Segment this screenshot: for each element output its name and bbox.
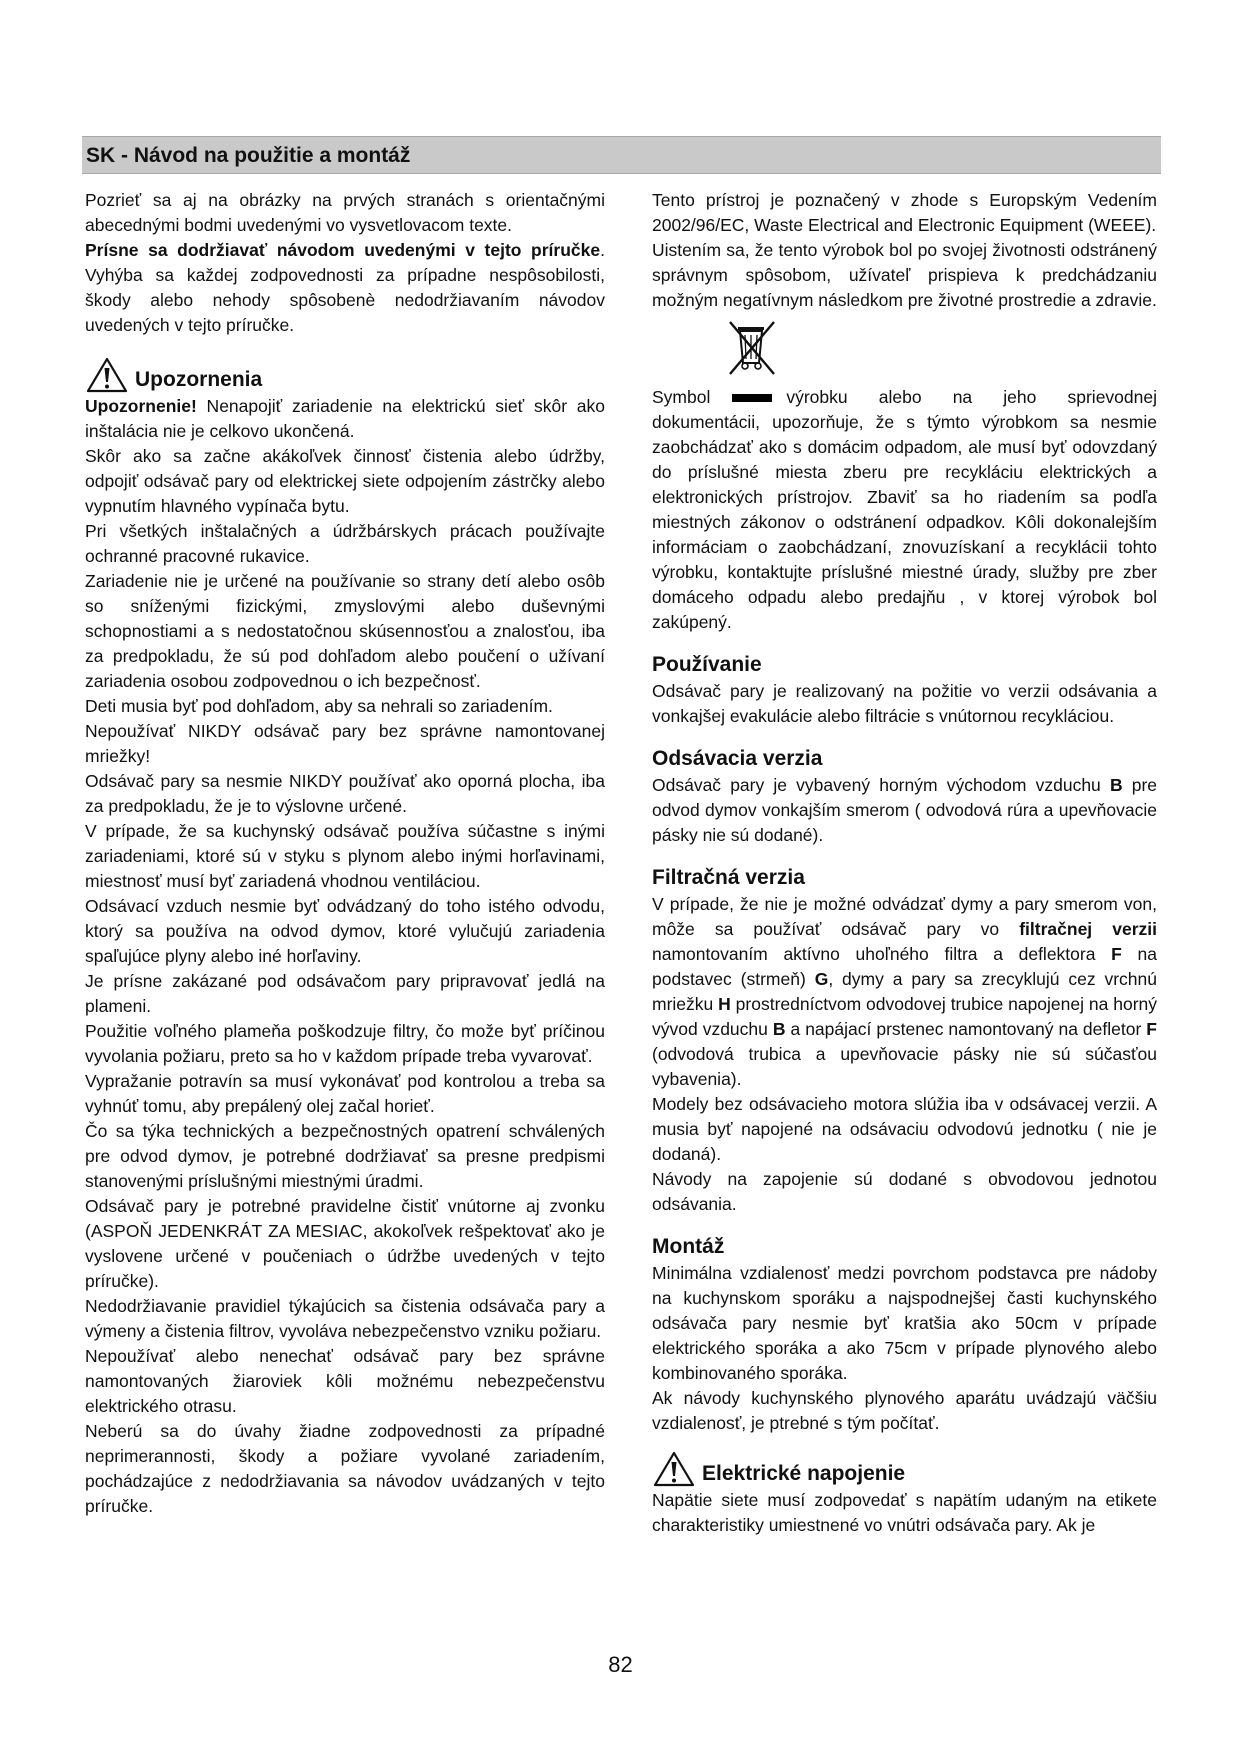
- mount-title: Montáž: [652, 1235, 725, 1258]
- use-paragraph: Odsávač pary je realizovaný na požitie vo verzii odsávania a vonkajšej evakulácie alebo filtrácie s vnútornou recykláciou.: [652, 681, 1157, 726]
- warning-paragraph: Použitie voľného plameňa poškodzuje filtry, čo može byť príčinou vyvolania požiaru, preto sa ho v každom prípade treba vyvarovať.: [85, 1021, 605, 1066]
- electrical-title: Elektrické napojenie: [702, 1462, 906, 1485]
- section-header-bar: [82, 136, 1161, 174]
- black-bar-symbol-icon: [732, 394, 772, 402]
- electrical-paragraph: Napätie siete musí zodpovedať s napätím udaným na etikete charakteristiky umiestnené vo vnútri odsávača pary. Ak je: [652, 1490, 1157, 1535]
- filter-paragraph: Modely bez odsávacieho motora slúžia iba v odsávacej verzii. A musia byť napojené na odsávaciu odvodovú jednotku ( nie je dodaná).: [652, 1094, 1157, 1164]
- filter-paragraph: V prípade, že nie je možné odvádzať dymy a pary smerom von, môže sa používať odsávač pary vo filtračnej verzii namontovaním aktívno uhoľného filtra a deflektora F na podstavec (strmeň) G, dymy a pary sa zrecyklujú cez vrchnú mriežku H prostredníctvom odvodovej trubice napojenej na horný vývod vzduchu B a napájací prstenec namontovaný na defletor F (odvodová trubica a upevňovacie pásky nie sú súčasťou vybavenia).: [652, 894, 1158, 1089]
- warning-paragraph: Zariadenie nie je určené na používanie so strany detí alebo osôb so sníženými fizickými, zmyslovými alebo duševnými schopnostiami a s nedostatočnou skúsennosťou a znalosťou, iba za predpokladu, že sú pod dohľadom alebo poučení o užívaní zariadenia osobou zodpovednou o ich bezpečnosť.: [85, 571, 605, 691]
- intro-paragraph: Pozrieť sa aj na obrázky na prvých stranách s orientačnými abecednými bodmi uvedenými vo vysvetlovacom texte. Prísne sa dodržiavať návodom uvedenými v tejto príručke. Vyhýba sa každej zodpovednosti za prípadne nespôsobilosti, škody alebo nehody spôsobenè nedodržiavaním návodov uvedených v tejto príručke.: [85, 190, 605, 335]
- symbol-paragraph: Symbol výrobku alebo na jeho sprievodnej dokumentácii, upozorňuje, že s týmto výrobkom sa nesmie zaobchádzať ako s domácim odpadom, ale musí byť odovzdaný do príslušné miesta zberu pre recykláciu elektrických a elektronických prístrojov. Zbaviť sa ho riadením sa podľa miestných zákonov o odstránení odpadkov. Kôli dokonalejším informáciam o zaobchádzaní, znovuzískaní a recyklácii tohto výrobku, kontaktujte príslušné miestné úrady, služby pre zber domáceho odpadu alebo predajňu , v ktorej výrobok bol zakúpený.: [652, 387, 1157, 632]
- crossed-out-wheelie-bin-icon: [724, 319, 780, 377]
- exhaust-title: Odsávacia verzia: [652, 747, 823, 770]
- warning-paragraph: Nepoužívať alebo nenechať odsávač pary bez správne namontovaných žiaroviek kôli možnému nebezpečenstvu elektrického otrasu.: [85, 1346, 605, 1416]
- left-column: [85, 188, 605, 1519]
- weee-paragraph: Tento prístroj je poznačený v zhode s Europským Vedením 2002/96/EC, Waste Electrical and Electronic Equipment (WEEE).: [652, 190, 1157, 235]
- warning-paragraph: Neberú sa do úvahy žiadne zodpovednosti za prípadné neprimerannosti, škody a požiare vyvolané zariadením, pochádzajúce z nedodržiavania sa návodov uvádzaných v tejto príručke.: [85, 1421, 605, 1516]
- warning-paragraph: Čo sa týka technických a bezpečnostných opatrení schválených pre odvod dymov, je potrebné dodržiavať sa presne predpismi stanovenými príslušnými miestnými úradmi.: [85, 1121, 605, 1191]
- mount-paragraph: Ak návody kuchynského plynového aparátu uvádzajú väčšiu vzdialenosť, je ptrebné s tým počítať.: [652, 1388, 1157, 1433]
- filter-title: Filtračná verzia: [652, 866, 805, 889]
- right-column: [652, 188, 1157, 1538]
- exhaust-paragraph: Odsávač pary je vybavený horným východom vzduchu B pre odvod dymov vonkajším smerom ( odvodová rúra a upevňovacie pásky nie sú dodané).: [652, 775, 1158, 845]
- warning-paragraph: Odsávací vzduch nesmie byť odvádzaný do toho istého odvodu, ktorý sa používa na odvod dymov, ktoré vylučujú zariadenia spaľujúce plyny alebo iné horľaviny.: [85, 896, 605, 966]
- page-title: SK - Návod na použitie a montáž: [86, 144, 411, 167]
- warning-paragraph: Nedodržiavanie pravidiel týkajúcich sa čistenia odsávača pary a výmeny a čistenia filtrov, vyvoláva nebezpečenstvo vzniku požiaru.: [85, 1296, 605, 1341]
- warning-paragraph: Upozornenie! Nenapojiť zariadenie na elektrickú sieť skôr ako inštalácia nie je celkovo ukončená.: [85, 396, 605, 441]
- warnings-title: Upozornenia: [135, 368, 263, 391]
- warning-paragraph: Odsávač pary je potrebné pravidelne čistiť vnútorne aj zvonku (ASPOŇ JEDENKRÁT ZA MESIAC, akokoľvek rešpektovať ako je vyslovene určené v poučeniach o údržbe uvedených v tejto príručke).: [85, 1196, 605, 1291]
- warning-paragraph: Skôr ako sa začne akákoľvek činnosť čistenia alebo údržby, odpojiť odsávač pary od elektrickej siete odpojením zástrčky alebo vypnutím hlavného vypínača bytu.: [85, 446, 605, 516]
- warning-triangle-icon: [652, 1450, 696, 1488]
- warning-paragraph: Vypražanie potravín sa musí vykonávať pod kontrolou a treba sa vyhnúť tomu, aby prepálený olej začal horieť.: [85, 1071, 605, 1116]
- weee-paragraph: Uistením sa, že tento výrobok bol po svojej životnosti odstránený správnym spôsobom, užívateľ prispieva k predchádzaniu možným negatívnym následkom pre životné prostredie a zdravie.: [652, 240, 1157, 310]
- page-number: 82: [608, 1652, 633, 1677]
- warnings-heading: [85, 356, 605, 394]
- mount-paragraph: Minimálna vzdialenosť medzi povrchom podstavca pre nádoby na kuchynskom sporáku a najspodnejšej časti kuchynského odsávača pary nesmie byť kratšia ako 50cm v prípade elektrického sporáka a ako 75cm v prípade plynového alebo kombinovaného sporáka.: [652, 1263, 1157, 1383]
- warning-paragraph: Odsávač pary sa nesmie NIKDY používať ako oporná plocha, iba za predpokladu, že je to výslovne určené.: [85, 771, 605, 816]
- filter-paragraph: Návody na zapojenie sú dodané s obvodovou jednotou odsávania.: [652, 1169, 1157, 1214]
- warning-paragraph: Deti musia byť pod dohľadom, aby sa nehrali so zariadením.: [85, 696, 553, 716]
- warning-paragraph: Pri všetkých inštalačných a údržbárskych prácach používajte ochranné pracovné rukavice.: [85, 521, 605, 566]
- warning-paragraph: Je prísne zakázané pod odsávačom pary pripravovať jedlá na plameni.: [85, 971, 605, 1016]
- warning-triangle-icon: [85, 356, 129, 394]
- use-title: Používanie: [652, 653, 762, 676]
- electrical-heading: [652, 1450, 1157, 1488]
- warning-paragraph: Nepoužívať NIKDY odsávač pary bez správne namontovanej mriežky!: [85, 721, 605, 766]
- warning-paragraph: V prípade, že sa kuchynský odsávač používa súčastne s inými zariadeniami, ktoré sú v styku s plynom alebo inými horľavinami, miestnosť musí byť zariadená vhodnou ventiláciou.: [85, 821, 605, 891]
